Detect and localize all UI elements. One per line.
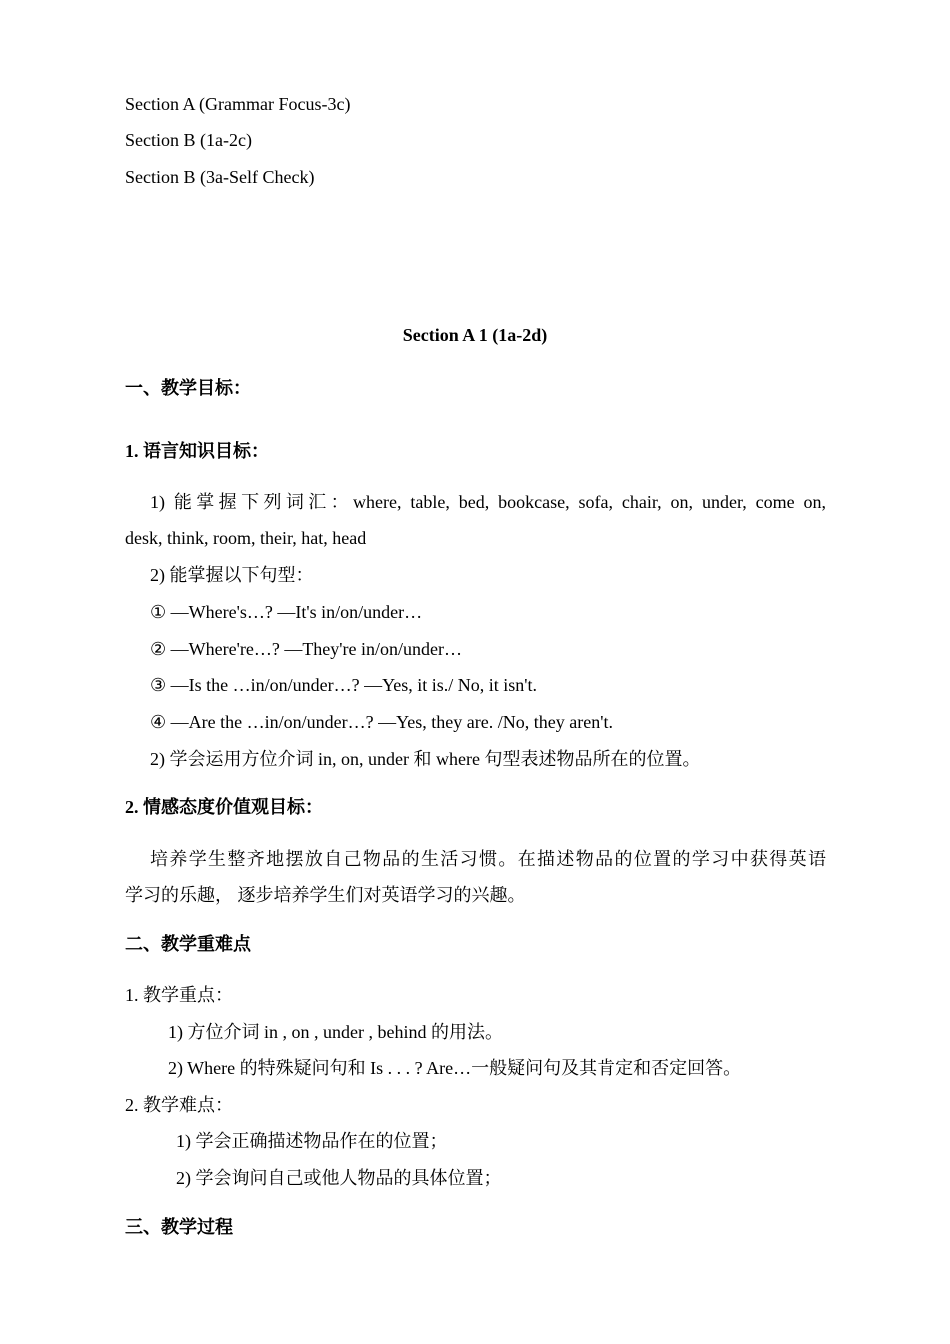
heading-emotion-goals: 2. 情感态度价值观目标： (125, 797, 323, 817)
section-title: Section A 1 (1a-2d) (402, 325, 548, 345)
patterns-intro: 2) 能掌握以下句型： (150, 565, 314, 585)
usage-line: 2) 学会运用方位介词 in, on, under 和 where 句型表述物品所在的位置。 (150, 749, 701, 769)
pattern-item: ④ —Are the …in/on/under…? —Yes, they are. /No, they aren't. (150, 712, 613, 732)
emotion-line: 学习的乐趣， 逐步培养学生们对英语学习的兴趣。 (125, 885, 526, 905)
focus-item: 1) 方位介词 in , on , under , behind 的用法。 (168, 1022, 503, 1042)
pattern-item: ③ —Is the …in/on/under…? —Yes, it is./ No, it isn't. (150, 675, 538, 695)
focus-heading: 1. 教学重点： (125, 985, 233, 1005)
emotion-line: 培养学生整齐地摆放自己物品的生活习惯。在描述物品的位置的学习中获得英语 (150, 849, 826, 869)
pattern-item: ② —Where're…? —They're in/on/under… (150, 639, 463, 659)
toc-item: Section A (Grammar Focus-3c) (125, 94, 351, 114)
pattern-item: ① —Where's…? —It's in/on/under… (150, 602, 423, 622)
heading-objectives: 一、教学目标： (125, 378, 251, 398)
toc-item: Section B (1a-2c) (125, 130, 252, 150)
difficulty-item: 1) 学会正确描述物品作在的位置； (176, 1131, 448, 1151)
toc-item: Section B (3a-Self Check) (125, 167, 315, 187)
heading-keypoints: 二、教学重难点 (125, 934, 251, 954)
vocab-line: 1) 能掌握下列词汇：where, table, bed, bookcase, sofa, chair, on, under, come on, (150, 492, 826, 512)
heading-language-goals: 1. 语言知识目标： (125, 441, 269, 461)
vocab-line: desk, think, room, their, hat, head (125, 528, 367, 548)
difficulty-item: 2) 学会询问自己或他人物品的具体位置； (176, 1168, 502, 1188)
heading-process: 三、教学过程 (125, 1217, 233, 1237)
focus-item: 2) Where 的特殊疑问句和 Is . . . ? Are…一般疑问句及其肯定和否定回答。 (168, 1058, 742, 1078)
difficulty-heading: 2. 教学难点： (125, 1095, 233, 1115)
